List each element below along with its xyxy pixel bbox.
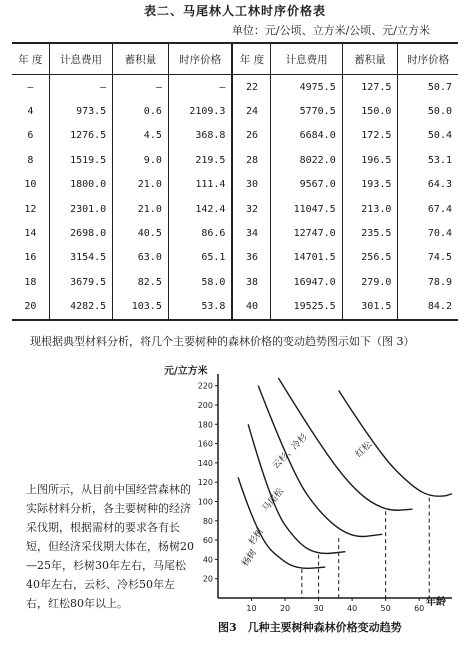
table-cell: 2301.0 xyxy=(49,197,112,221)
table-cell: 64.3 xyxy=(398,173,458,197)
table-cell: 65.1 xyxy=(168,246,232,270)
table-row xyxy=(12,197,458,221)
table-cell: 28 xyxy=(232,148,271,172)
col-header: 蓄积量 xyxy=(342,43,398,75)
series-label: 杨树 xyxy=(240,547,260,569)
table-cell: 279.0 xyxy=(342,270,398,294)
table-cell: 74.5 xyxy=(398,246,458,270)
table-cell: 8 xyxy=(27,154,34,166)
y-tick-label: 200 xyxy=(197,400,213,410)
table-cell: 219.5 xyxy=(168,148,232,172)
table-cell: — xyxy=(113,75,169,100)
table-unit: 单位：元/公顷、立方米/公顷、元/立方米 xyxy=(231,24,430,37)
table-cell: 84.2 xyxy=(398,295,458,320)
table-row xyxy=(12,173,458,197)
x-tick-label: 10 xyxy=(246,604,257,613)
table-cell: 6684.0 xyxy=(271,124,342,148)
table-cell: — xyxy=(49,75,112,100)
table-cell: 30 xyxy=(232,173,271,197)
series-label: 杉树 xyxy=(247,526,266,548)
table-cell: 172.5 xyxy=(342,124,398,148)
table-cell: 11047.5 xyxy=(271,197,342,221)
x-tick-label: 60 xyxy=(414,604,425,613)
table-cell: 24 xyxy=(232,99,271,123)
table-row xyxy=(12,246,458,270)
y-tick-label: 40 xyxy=(202,555,213,565)
table-cell: 196.5 xyxy=(342,148,398,172)
table-cell: 40 xyxy=(232,295,271,320)
table-cell: 4.5 xyxy=(113,124,169,148)
table-cell: 127.5 xyxy=(342,75,398,100)
col-header: 计息费用 xyxy=(271,43,342,75)
y-tick-label: 100 xyxy=(197,497,213,507)
table-cell: 58.0 xyxy=(168,270,232,294)
table-cell: 111.4 xyxy=(168,173,232,197)
table-cell: 235.5 xyxy=(342,221,398,245)
table-cell: 213.0 xyxy=(342,197,398,221)
table-cell: 10 xyxy=(24,179,37,191)
table-cell: 5770.5 xyxy=(271,99,342,123)
table-cell: 18 xyxy=(24,276,37,288)
table-cell: 193.5 xyxy=(342,173,398,197)
table-cell: 368.8 xyxy=(168,124,232,148)
table-cell: 16947.0 xyxy=(271,270,342,294)
x-tick-label: 20 xyxy=(279,604,291,613)
table-cell: 19525.5 xyxy=(271,295,342,320)
table-cell: 103.5 xyxy=(113,295,169,320)
price-table xyxy=(12,42,458,321)
table-cell: 40.5 xyxy=(113,221,169,245)
col-header: 计息费用 xyxy=(49,43,112,75)
y-tick-label: 80 xyxy=(202,516,213,526)
table-cell: 8022.0 xyxy=(271,148,342,172)
table-cell: 63.0 xyxy=(113,246,169,270)
table-cell: — xyxy=(27,81,34,93)
table-cell: 3679.5 xyxy=(49,270,112,294)
y-tick-label: 160 xyxy=(197,439,213,449)
table-cell: 16 xyxy=(24,252,37,264)
intro-paragraph: 现根据典型材料分析，将几个主要树种的森林价格的变动趋势图示如下（图 3） xyxy=(30,335,415,348)
table-row xyxy=(12,270,458,294)
table-cell: 6 xyxy=(27,130,34,142)
y-axis-label: 元/立方米 xyxy=(164,366,208,377)
table-cell: 2109.3 xyxy=(168,99,232,123)
table-cell: 53.8 xyxy=(168,295,232,320)
table-cell: 21.0 xyxy=(113,173,169,197)
table-cell: 50.4 xyxy=(398,124,458,148)
table-cell: 12 xyxy=(24,203,37,215)
price-trend-chart xyxy=(160,360,460,620)
table-row xyxy=(12,99,458,123)
table-cell: 70.4 xyxy=(398,221,458,245)
y-tick-label: 140 xyxy=(197,458,213,468)
table-cell: 86.6 xyxy=(168,221,232,245)
table-row xyxy=(12,124,458,148)
table-cell: 38 xyxy=(232,270,271,294)
table-cell: 12747.0 xyxy=(271,221,342,245)
table-cell: 9.0 xyxy=(113,148,169,172)
table-cell: 67.4 xyxy=(398,197,458,221)
table-title: 表二、马尾林人工林时序价格表 xyxy=(143,4,326,18)
table-cell: 22 xyxy=(232,75,271,100)
table-cell: 1519.5 xyxy=(49,148,112,172)
table-cell: 78.9 xyxy=(398,270,458,294)
table-cell: 36 xyxy=(232,246,271,270)
table-cell: 4282.5 xyxy=(49,295,112,320)
table-cell: 14701.5 xyxy=(271,246,342,270)
y-tick-label: 220 xyxy=(197,381,213,391)
table-cell: 14 xyxy=(24,228,37,240)
series-line xyxy=(339,390,452,496)
table-header-row xyxy=(12,43,458,75)
table-cell: 301.5 xyxy=(342,295,398,320)
x-tick-label: 40 xyxy=(347,604,358,613)
table-cell: 256.5 xyxy=(342,246,398,270)
table-cell: 4975.5 xyxy=(271,75,342,100)
table-cell: — xyxy=(168,75,232,100)
table-cell: 9567.0 xyxy=(271,173,342,197)
y-tick-label: 20 xyxy=(202,574,213,584)
x-tick-label: 50 xyxy=(380,604,391,613)
table-row xyxy=(12,295,458,320)
col-header: 年 度 xyxy=(232,43,271,75)
table-cell: 82.5 xyxy=(113,270,169,294)
table-cell: 1276.5 xyxy=(49,124,112,148)
body-paragraph: 上图所示，从目前中国经营森林的实际材料分析，各主要树种的经济采伐期，根据需材的要求各有长短，但经济采伐期大体在，杨树20—25年，杉树30年左右，马尾松40年左右，云杉、冷杉50年左右，红松80年以上。 xyxy=(26,483,194,610)
table-cell: 21.0 xyxy=(113,197,169,221)
col-header: 年 度 xyxy=(12,43,49,75)
table-cell: 50.7 xyxy=(398,75,458,100)
y-tick-label: 120 xyxy=(197,478,213,488)
col-header: 时序价格 xyxy=(168,43,232,75)
table-cell: 20 xyxy=(12,295,49,320)
table-cell: 32 xyxy=(232,197,271,221)
x-axis-label: 年龄 xyxy=(426,597,446,608)
table-cell: 0.6 xyxy=(113,99,169,123)
table-cell: 50.0 xyxy=(398,99,458,123)
table-row xyxy=(12,75,458,100)
series-label: 云杉、冷杉 xyxy=(270,432,310,472)
col-header: 时序价格 xyxy=(398,43,458,75)
table-cell: 26 xyxy=(232,124,271,148)
series-label: 马尾松 xyxy=(260,486,286,514)
table-cell: 142.4 xyxy=(168,197,232,221)
series-label: 红松 xyxy=(354,439,375,460)
table-cell: 4 xyxy=(27,106,34,118)
table-cell: 53.1 xyxy=(398,148,458,172)
table-cell: 3154.5 xyxy=(49,246,112,270)
table-cell: 1800.0 xyxy=(49,173,112,197)
table-cell: 2698.0 xyxy=(49,221,112,245)
table-cell: 34 xyxy=(232,221,271,245)
table-cell: 150.0 xyxy=(342,99,398,123)
table-cell: 973.5 xyxy=(49,99,112,123)
y-tick-label: 180 xyxy=(197,420,213,430)
figure-caption: 图3 几种主要树种森林价格变动趋势 xyxy=(218,621,402,634)
table-row xyxy=(12,148,458,172)
y-tick-label: 60 xyxy=(202,536,213,546)
x-tick-label: 30 xyxy=(313,604,324,613)
table-row xyxy=(12,221,458,245)
col-header: 蓄积量 xyxy=(113,43,169,75)
